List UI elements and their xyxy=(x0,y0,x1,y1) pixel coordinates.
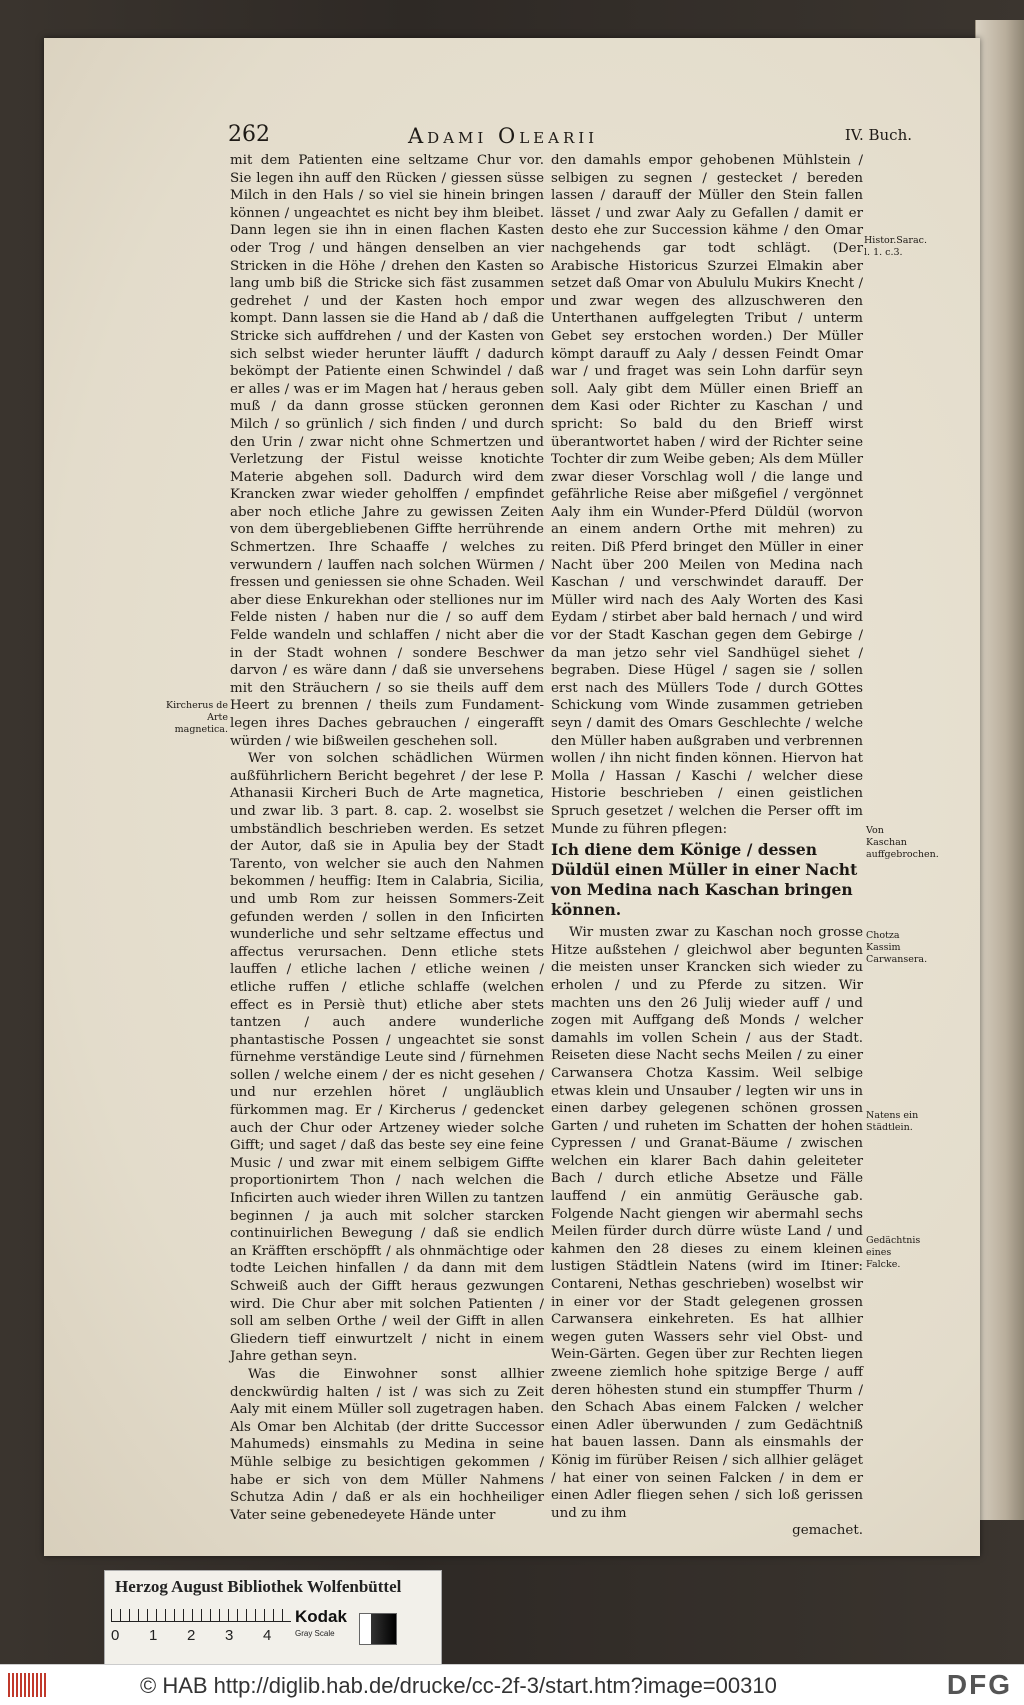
paragraph: Wir musten zwar zu Kaschan noch grosse Hitze außstehen / gleichwol aber begunten die meisten unser Krancken sich wieder zu erholen / und zu Pferde zu sitzen. Wir machten uns den 26 Julij wieder auff / und zogen mit Auffgang deß Monds / welcher damahls im vollen Schein / aus der Stadt. Reiseten diese Nacht sechs Meilen / zu einer Carwansera Chotza Kassim. Weil selbige etwas klein und Unsauber / legten wir uns in einen darbey gelegenen schönen grossen Garten / und ruheten im Schatten der hohen Cypressen / und Granat-Bäume / zwischen welchen ein klarer Bach dahin geleiteter Bach / durch etliche Absetze und Fälle lauffend / ein anmütig Geräusche gab. Folgende Nacht giengen wir abermahl sechs Meilen fürder durch dürre wüste Land / und kahmen den 28 dieses zu einem kleinen lustigen Städtlein Natens (wird im Itiner: Contareni, Nethas geschrieben) woselbst wir in einer vor der Stadt gelegenen grossen Carwansera einkehreten. Es hat allhier wegen guten Wassers sehr viel Obst- und Wein-Gärten. Gegen über zur Rechten liegen zweene ziemlich hohe spitzige Berge / auff deren höhesten stund ein stumpffer Thurm / den Schach Abas einem Falcken / welcher einen Adler überwunden / zum Gedächtniß hat bauen lassen. Dann als einsmahls der König im fürüber Reisen / sich allhier geläget / hat einer von seinen Falcken / in dem er einen Adler fliegen sehen / sich loß gerissen und zu ihm xyxy=(551,925,863,1521)
gray-scale-label: Gray Scale xyxy=(295,1629,335,1638)
ruler-label: 2 xyxy=(187,1627,196,1644)
ruler-labels xyxy=(111,1627,311,1644)
ruler-label: 0 xyxy=(111,1627,120,1644)
catchword: gemachet. xyxy=(792,1523,863,1539)
paragraph: den damahls empor gehobenen Mühlstein / selbigen zu segnen / gestecket / bereden lassen / darauff der Müller den Stein fallen lässet / und zwar Aaly zu Gefallen / damit er desto ehe zur Succession kähme / den Omar nachgehends gar todt schlägt. (Der Arabische Historicus Szurzei Elmakin aber setzet daß Omar von Abululu Mukirs Knecht / und zwar wegen des allzuschweren den Unterthanen auffgelegten Tribut / unterm Gebet sey erstochen worden.) Der Müller kömpt darauff zu Aaly / dessen Feindt Omar war / und fraget was sein Lohn darfür seyn soll. Aaly gibt dem Müller einen Brieff an dem Kasi oder Richter zu Kaschan / und spricht: So bald du den Brieff wirst überantwortet haben / wird der Richter seine Tochter dir zum Weibe geben; Als dem Müller zwar dieser Vorschlag woll / die lange und gefährliche Reise aber mißgefiel / vergönnet Aaly ihm ein Wunder-Pferd Düldül (worvon an einem andern Orthe mit mehren) zu reiten. Diß Pferd bringet den Müller in einer Nacht über 200 Meilen von Medina nach Kaschan / und verschwindet darauff. Der Müller wird nach des Aaly Worten des Kasi Eydam / stirbet aber bald hernach / und wird vor der Stadt Kaschan gegen dem Gebirge / da man jetzo sehr viel Sandhügel siehet / begraben. Diese Hügel / sagen sie / sollen erst nach des Müllers Tode / durch GOttes Schickung vom Winde zusammen getrieben seyn / damit des Omars Geschlechte / welche den Müller haben außgraben und verbrennen wollen / ihn nicht finden können. Hiervon hat Molla / Hassan / Kaschi / welcher diese Historie beschrieben / einen geistlichen Spruch gesetzet / welchen die Perser offt im Munde zu führen pflegen: xyxy=(551,153,863,837)
ruler-ticks xyxy=(111,1609,291,1622)
library-name: Herzog August Bibliothek Wolfenbüttel xyxy=(115,1577,402,1596)
source-link[interactable]: © HAB http://diglib.hab.de/drucke/cc-2f-3/start.htm?image=00310 xyxy=(140,1673,777,1698)
margin-note-natens: Natens ein Städtlein. xyxy=(866,1110,919,1133)
left-column xyxy=(230,152,544,1524)
margin-note-chotza: Chotza Kassim Carwansera. xyxy=(866,930,928,965)
paragraph: mit dem Patienten eine seltzame Chur vor. Sie legen ihn auff den Rücken / giessen süsse Milch in den Hals / so viel sie hinein bringen können / ungeachtet es nicht bey ihm bleibet. Dann legen sie ihn in einen flachen Kasten oder Trog / und hängen denselben an vier Stricken in die Höhe / drehen den Kasten so lang umb biß die Stricke sich fäst zusammen gedrehet / und der Kasten hoch empor kompt. Dann lassen sie die Hand ab / daß die Stricke sich auffdrehen / und der Kasten von sich selbst wieder herunter läufft / dadurch bekömpt der Patiente einen Schwindel / daß er alles / was er im Magen hat / heraus geben muß / da dann grosse stücken geronnen Milch / so grünlich / sich finden / und durch den Urin / zwar nicht ohne Schmertzen und Verletzung der Fistul weisse knotichte Materie abgehen soll. Dadurch wird dem Krancken zwar wieder geholffen / empfindet aber noch etliche Jahre zu gewissen Zeiten von dem übergebliebenen Giffte herrührende Schmertzen. Ihre Schaaffe / welches zu verwundern / lauffen nach solchen Würmen / fressen und geniessen sie ohne Schaden. Weil aber diese Enkurekhan oder stelliones nur im Felde nisten / haben nur die / so auff dem Felde wandeln und schlaffen / nicht aber die in der Stadt wohnen / sondere Beschwer darvon / es wäre dann / daß sie unversehens mit den Sträuchern / so sie theils auff dem Heert zu brennen / theils zum Fundament-legen ihres Daches gebrauchen / eingerafft würden / wie bißweilen geschehen soll. xyxy=(230,153,544,749)
page-number: 262 xyxy=(228,122,270,147)
section-heading: Ich diene dem Könige / dessen Düldül einen Müller in einer Nacht von Medina nach Kaschan bringen können. xyxy=(551,840,858,920)
right-column xyxy=(551,152,863,1540)
adjacent-page-edge xyxy=(975,20,1024,1520)
ruler-label: 3 xyxy=(225,1627,234,1644)
dfg-logo: DFG xyxy=(946,1669,1012,1700)
running-title: Adami Olearii xyxy=(408,124,599,148)
ruler-label: 4 xyxy=(263,1627,272,1644)
color-calibration-card xyxy=(104,1570,442,1666)
margin-note-gedaechtnis: Gedächtnis eines Falcke. xyxy=(866,1235,921,1270)
ruler-label: 1 xyxy=(149,1627,158,1644)
gray-swatch xyxy=(359,1613,397,1645)
kodak-gray-scale xyxy=(295,1607,425,1651)
book-reference: IV. Buch. xyxy=(844,126,912,144)
paragraph: Was die Einwohner sonst allhier denckwürdig halten / ist / was sich zu Zeit Aaly mit einem Müller soll zugetragen haben. Als Omar ben Alchitab (der dritte Successor Mahumeds) einsmahls zu Medina in seine Mühle selbige zu besichtigen gekommen / habe er sich von dem Müller Nahmens Schutza Adin / daß er als ein hochheiliger Vater seine gebenedeyete Hände unter xyxy=(230,1366,544,1523)
hab-logo-icon xyxy=(8,1673,48,1697)
kodak-logo: Kodak xyxy=(295,1607,347,1626)
scale-ruler xyxy=(111,1609,291,1653)
margin-note-histor: Histor.Sarac. l. 1. c.3. xyxy=(864,235,927,258)
paragraph: Wer von solchen schädlichen Würmen außführlichern Bericht begehret / der lese P. Athanasii Kircheri Buch de Arte magnetica, und zwar lib. 3 part. 8. cap. 2. woselbst sie umbständlich beschrieben werden. Es setzet der Autor, daß sie in Apulia bey der Stadt Tarento, von welcher sie auch den Nahmen bekommen / heuffig: Item in Calabria, Sicilia, und umb Rom zur heissen Sommers-Zeit gefunden werden / sollen in den Inficirten wunderliche und sehr seltzame effectus und affectus verursachen. Denn etliche stets lauffen / etliche lachen / etliche weinen / etliche ruffen / etliche schlaffe (welchen effect es in Persiè thut) etliche aber stets tantzen / auch andere wunderliche phantastische Possen / ungeachtet sie sonst fürnehme verständige Leute sind / fürnehmen sollen / welche einem / der es nicht gesehen / und nur erzehlen höret / ungläublich fürkommen mag. Er / Kircherus / gedencket auch der Chur oder Artzeney wieder solche Gifft; und saget / daß das beste sey eine feine Music / und zwar mit einem selbigem Giffte proportionirtem Thon / nach welchen die Inficirten auch wieder ihren Willen zu tantzen beginnen / ja auch mit solcher starcken continuirlichen Bewegung / daß sie endlich an Kräfften erschöpfft / als ohnmächtige oder todte Leichen hinfallen / da dann mit dem Schweiß auch der Gifft heraus gezwungen wird. Die Chur aber mit solchen Patienten / soll am selben Orthe / weil der Gifft in allen Gliedern tieff einwurtzelt / nicht in einem Jahre gethan seyn. xyxy=(230,751,544,1365)
margin-note-kircherus: Kircherus de Arte magnetica. xyxy=(166,700,228,735)
page-header xyxy=(228,122,912,150)
viewer-footer xyxy=(0,1664,1024,1705)
margin-note-kaschan: Von Kaschan auffgebrochen. xyxy=(866,825,939,860)
